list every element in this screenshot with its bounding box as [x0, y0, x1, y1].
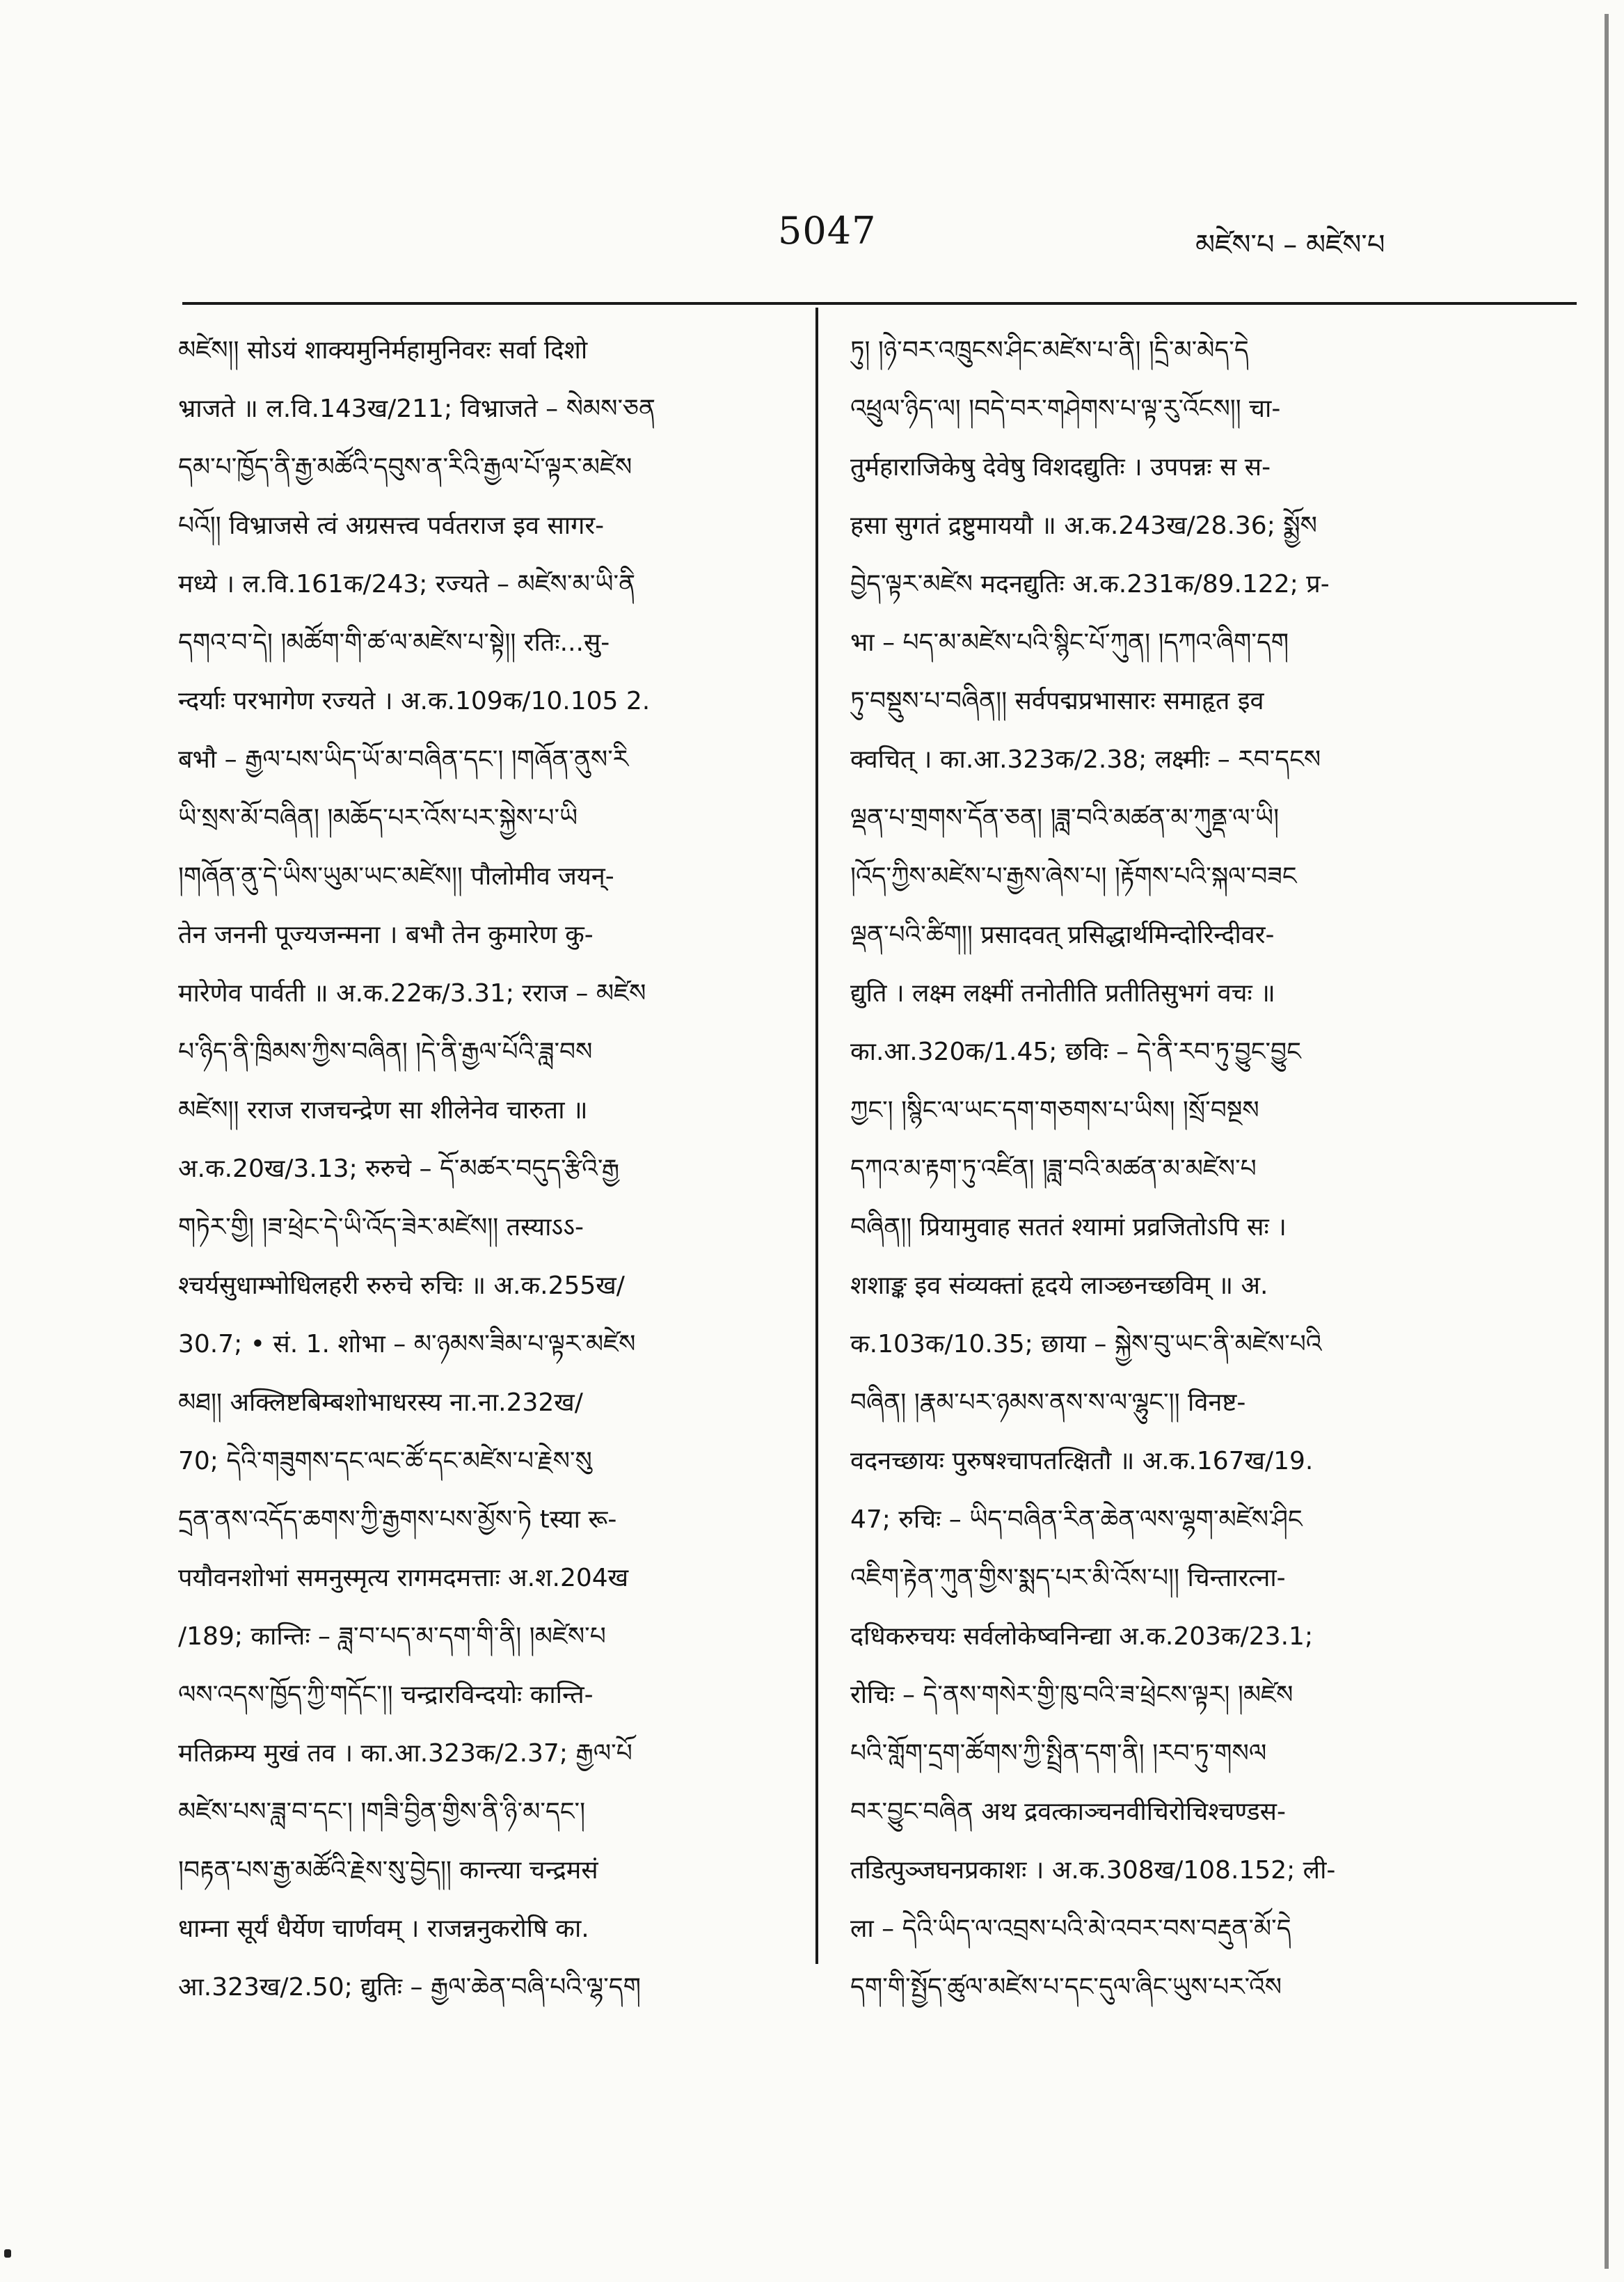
right-column-line: हसा सुगतं द्रष्टुमाययौ ॥ अ.क.243ख/28.36; སྨྱོས: [850, 512, 1317, 540]
right-column-line: དག་གི་སྤྱོད་ཚུལ་མཛེས་པ་དང་དུལ་ཞིང་ཡུས་པར་འོས: [850, 1973, 1282, 2002]
right-column: [850, 322, 1463, 2017]
left-column-line: མཛེས།། रराज राजचन्द्रेण सा शीलेनेव चारुता ॥: [178, 1096, 588, 1125]
left-column-line: མཛེས་པས་ཟླ་བ་དང་། །གཟི་བྱིན་གྱིས་ནི་ཉི་མ་དང་།: [178, 1798, 586, 1826]
left-column-line: པ་ཉིད་ནི་ཁྲིམས་ཀྱིས་བཞིན། །དེ་ནི་རྒྱལ་པོའི་ཟླ་བས: [178, 1038, 593, 1066]
margin-mark: [4, 2249, 11, 2258]
right-column-line: भा – པད་མ་མཛེས་པའི་སྙིང་པོ་ཀུན། །དཀའ་ཞིག་དག: [850, 628, 1289, 657]
left-column-line: 70; དེའི་གཟུགས་དང་ལང་ཚོ་དང་མཛེས་པ་རྗེས་སུ: [178, 1447, 592, 1475]
right-column-line: ला – དེའི་ཡིད་ལ་འབྲས་པའི་མེ་འབར་བས་བརྡུན་མོ་དེ: [850, 1915, 1291, 1943]
right-column-line: །འོད་ཀྱིས་མཛེས་པ་རྒྱས་ཞེས་པ། །རྟོགས་པའི་སྐལ་བཟང: [850, 862, 1297, 891]
right-column-line: བཞིན།། प्रियामुवाह सततं श्यामां प्रव्रजितोऽपि सः ।: [850, 1213, 1287, 1242]
left-column-line: དམ་པ་ཁྱོད་ནི་རྒྱ་མཚོའི་དབུས་ན་རིའི་རྒྱལ་པོ་ལྟར་མཛེས: [178, 453, 632, 482]
page-number: 5047: [778, 209, 877, 253]
right-column-line: ཀྱང་། །སྙིང་ལ་ཡང་དག་གཅགས་པ་ཡིས། །སྲོ་བསྔས: [850, 1096, 1259, 1125]
right-column-line: འཕྲུལ་ཉིད་ལ། །བདེ་བར་གཤེགས་པ་ལྟ་རུ་འོངས།། चा-: [850, 395, 1281, 423]
right-column-line: ལྡན་པའི་ཚིག།། प्रसादवत् प्रसिद्धार्थमिन्दोरिन्दीवर-: [850, 921, 1275, 949]
right-column-line: शशाङ्क इव संव्यक्तां हृदये लाञ्छनच्छविम् ॥ अ.: [850, 1271, 1268, 1300]
right-column-line: 47; रुचिः – ཡིད་བཞིན་རིན་ཆེན་ལས་ལྷག་མཛེས་ཤིང: [850, 1505, 1303, 1534]
left-column-line: अ.क.20ख/3.13; रुरुचे – དོ་མཚར་བདུད་རྩིའི་རྒྱ: [178, 1155, 620, 1183]
right-column-line: ཏུ་བསྡུས་པ་བཞིན།། सर्वपद्मप्रभासारः समाहृत इव: [850, 687, 1264, 715]
right-column-line: འཇིག་རྟེན་ཀུན་གྱིས་སྨད་པར་མི་འོས་པ།། चिन्तारत्ना-: [850, 1564, 1286, 1592]
right-column-line: दधिकरुचयः सर्वलोकेष्वनिन्द्या अ.क.203क/23.1;: [850, 1622, 1314, 1651]
left-column-line: །བརྟན་པས་རྒྱ་མཚོའི་རྗེས་སུ་བྱེད།། कान्त्या चन्द्रमसं: [178, 1856, 598, 1885]
left-column-line: པའོ།། विभ्राजसे त्वं अग्रसत्त्व पर्वतराज इव सागर-: [178, 512, 605, 540]
left-column-line: तेन जननी पूज्यजन्मना । बभौ तेन कुमारेण कु-: [178, 921, 594, 949]
right-column-line: वदनच्छायः पुरुषश्चापतत्क्षितौ ॥ अ.क.167ख/19.: [850, 1447, 1314, 1475]
left-column-line: श्चर्यसुधाम्भोधिलहरी रुरुचे रुचिः ॥ अ.क.255ख/: [178, 1271, 625, 1300]
right-column-line: ལྡན་པ་གྲགས་དོན་ཅན། །ཟླ་བའི་མཚན་མ་ཀུནྡ་ལ་ཡི།: [850, 804, 1280, 832]
right-column-line: तडित्पुञ्जघनप्रकाशः । अ.क.308ख/108.152; ली-: [850, 1856, 1336, 1885]
right-column-line: रोचिः – དེ་ནས་གསེར་གྱི་ཁུ་བའི་ཟ་ཕྲེངས་ལྟར། །མཛེས: [850, 1681, 1293, 1709]
left-column-line: དྲན་ནས་འདོད་ཆགས་ཀྱི་རྒྱགས་པས་མྱོས་ཏེ tस्या रू-: [178, 1505, 617, 1534]
header-rule: [182, 302, 1577, 305]
right-column-line: བཞིན། །རྣམ་པར་ཉམས་ནས་ས་ལ་ལྷུང་།། विनष्ट-: [850, 1388, 1246, 1417]
left-column-line: ཡི་སྲས་མོ་བཞིན། །མཆོད་པར་འོས་པར་སྐྱེས་པ་ཡི: [178, 804, 578, 832]
right-column-line: द्युति । लक्ष्म लक्ष्मीं तनोतीति प्रतीतिसुभगं वचः ॥: [850, 979, 1275, 1008]
right-column-line: का.आ.320क/1.45; छविः – དེ་ནི་རབ་ཏུ་བྱུང་བྱུང: [850, 1038, 1301, 1066]
right-column-line: བར་བྱུང་བཞིན अथ द्रवत्काञ्चनवीचिरोचिश्चण्डस-: [850, 1798, 1286, 1826]
left-column-line: मारेणेव पार्वती ॥ अ.क.22क/3.31; रराज – མཛེས: [178, 979, 646, 1008]
right-column-line: དཀའ་མ་རྟག་ཏུ་འཛིན། །ཟླ་བའི་མཚན་མ་མཛེས་པ: [850, 1155, 1257, 1183]
left-column-line: ལས་འདས་ཁྱོད་ཀྱི་གདོང་།། चन्द्रारविन्दयोः कान्ति-: [178, 1681, 594, 1709]
left-column-line: मतिक्रम्य मुखं तव । का.आ.323क/2.37; རྒྱལ་པོ: [178, 1739, 632, 1768]
left-column-line: न्दर्याः परभागेण रज्यते । अ.क.109क/10.105 2.: [178, 687, 651, 715]
left-column-line: भ्राजते ॥ ल.वि.143ख/211; विभ्राजते – སེམས་ཅན: [178, 395, 655, 423]
right-column-line: तुर्महाराजिकेषु देवेषु विशदद्युतिः । उपपन्नः स स-: [850, 453, 1271, 482]
left-column-line: དགའ་བ་དེ། །མཚོག་གི་ཚ་ལ་མཛེས་པ་སྟེ།། रतिः...सु-: [178, 628, 610, 657]
page-edge-rule: [1605, 14, 1609, 2269]
left-column-line: बभौ – རྒྱལ་པས་ཡིད་ཡོ་མ་བཞིན་དང་། །གཞོན་ནུས་རི: [178, 745, 629, 774]
left-column-line: མཐ།། अक्लिष्टबिम्बशोभाधरस्य ना.ना.232ख/: [178, 1388, 583, 1417]
left-column-line: གཏེར་གྱི། །ཟ་ཕྲེང་དེ་ཡི་འོད་ཟེར་མཛེས།། तस्याऽऽ-: [178, 1213, 584, 1242]
right-column-line: བྱེད་ལྟར་མཛེས मदनद्युतिः अ.क.231क/89.122; प्र-: [850, 570, 1330, 599]
right-column-line: ཏུ། །ཉེ་བར་འཁྲུངས་ཤིང་མཛེས་པ་ནི། །དྲི་མ་མེད་དེ: [850, 336, 1249, 365]
left-column-line: धाम्ना सूर्यं धैर्येण चार्णवम् । राजन्ननुकरोषि का.: [178, 1915, 589, 1943]
left-column-line: आ.323ख/2.50; द्युतिः – རྒྱལ་ཆེན་བཞི་པའི་ལྷ་དག: [178, 1973, 641, 2002]
right-column-line: क्वचित् । का.आ.323क/2.38; लक्ष्मीः – རབ་དངས: [850, 745, 1321, 774]
left-column-line: 30.7; • सं. 1. शोभा – མ་ཉམས་ཟིམ་པ་ལྟར་མཛེས: [178, 1330, 636, 1358]
left-column-line: །གཞོན་ནུ་དེ་ཡིས་ཡུམ་ཡང་མཛེས།། पौलोमीव जयन्-: [178, 862, 614, 891]
left-column-line: མཛེས།། सोऽयं शाक्यमुनिर्महामुनिवरः सर्वा दिशो: [178, 336, 588, 365]
left-column-line: पयौवनशोभां समनुस्मृत्य रागमदमत्ताः अ.श.204ख: [178, 1564, 629, 1592]
right-column-line: क.103क/10.35; छाया – སྐྱེས་བུ་ཡང་ནི་མཛེས་པའི: [850, 1330, 1322, 1358]
right-column-line: པའི་གློག་དྲག་ཚོགས་ཀྱི་སྤྲིན་དག་ནི། །རབ་ཏུ་གསལ: [850, 1739, 1267, 1768]
left-column-line: /189; कान्तिः – ཟླ་བ་པད་མ་དག་གི་ནི། །མཛེས་པ: [178, 1622, 606, 1651]
running-head: མཛེས་པ – མཛེས་པ: [1195, 229, 1385, 261]
left-column-line: मध्ये । ल.वि.161क/243; रज्यते – མཛེས་མ་ཡི་ནི: [178, 570, 636, 599]
left-column: [178, 322, 790, 2017]
column-divider: [815, 308, 818, 1964]
